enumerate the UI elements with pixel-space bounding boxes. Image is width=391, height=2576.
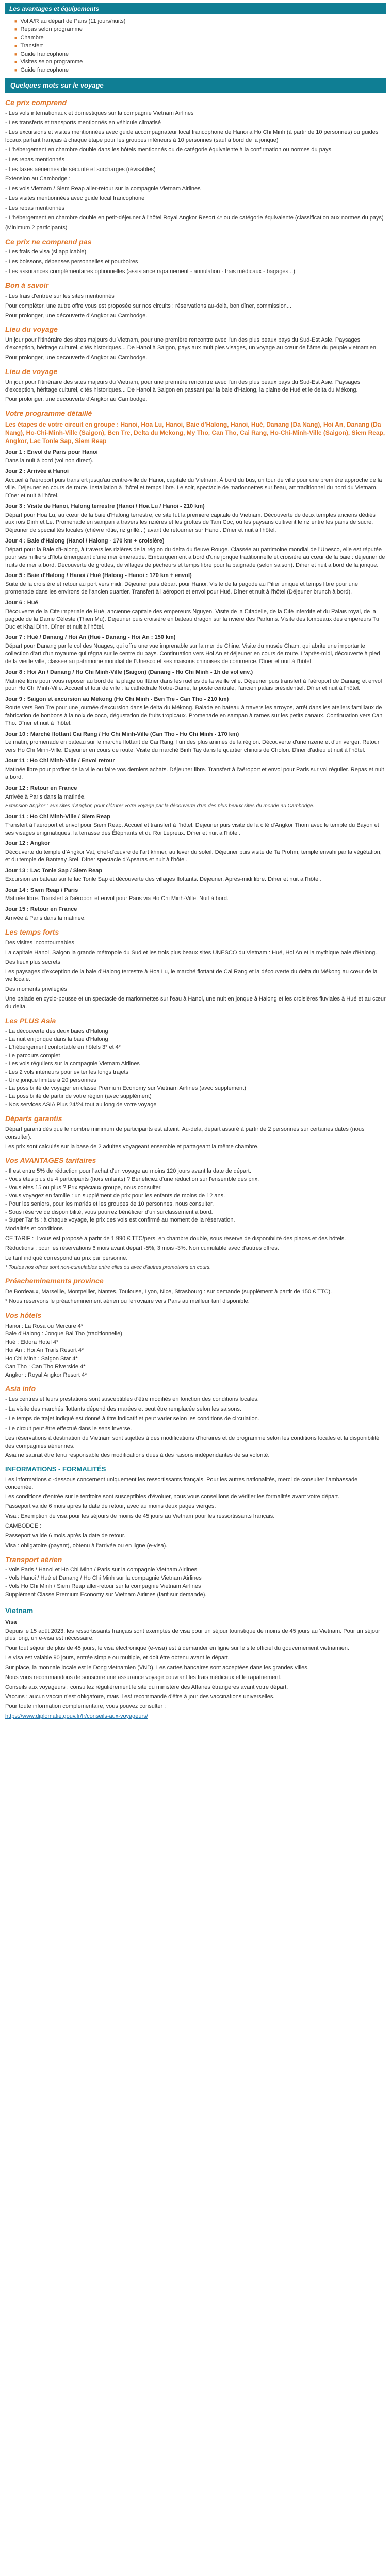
paragraph: Les réservations à destination du Vietnam sont sujettes à des modifications d'horaires et de programme selon les conditions locales et la disponibilité des compagnies aériennes. xyxy=(5,1435,380,1449)
departs xyxy=(5,1126,386,1151)
section-paragraph: (Minimum 2 participants) xyxy=(5,224,68,231)
day-text: Excursion en bateau sur le lac Tonle Sap et découverte des villages flottants. Déjeuner. Après-midi libre. Dîner et nuit à l'hôtel. xyxy=(5,876,321,883)
extension-days xyxy=(5,813,386,922)
trip-words-banner: Quelques mots sur le voyage xyxy=(5,78,386,93)
paragraph: Visa : Exemption de visa pour les séjours de moins de 45 jours au Vietnam pour les ressortissants français. xyxy=(5,1513,275,1520)
paragraph: Les conditions d'entrée sur le territoire sont susceptibles d'évoluer, nous vous conseillons de vérifier les formalités avant votre départ. xyxy=(5,1494,340,1500)
paragraph: Le visa est valable 90 jours, entrée simple ou multiple, et doit être obtenu avant le départ. xyxy=(5,1655,230,1662)
highlight-item: ■ Guide francophone xyxy=(14,50,386,58)
paragraph: Passeport valide 6 mois après la date de retour. xyxy=(5,1532,125,1539)
section-paragraph: - Les visites mentionnées avec guide local francophone xyxy=(5,195,145,202)
section-paragraph: - Les transferts et transports mentionnés en véhicule climatisé xyxy=(5,120,161,126)
section-paragraph: - Les frais de visa (si applicable) xyxy=(5,249,87,256)
day-text: Matinée libre pour profiter de la ville ou faire vos derniers achats. Déjeuner libre. Transfert à l'aéroport et envol pour Paris sur vol régulier. Repas et nuit à bord. xyxy=(5,767,384,781)
vietnam-info xyxy=(5,1628,386,1711)
modalites-note: * Toutes nos offres sont non-cumulables entre elles ou avec d'autres promotions en cours. xyxy=(5,1264,211,1270)
paragraph: Hué : Eldora Hotel 4* xyxy=(5,1339,59,1346)
paragraph: Départ garanti dès que le nombre minimum de participants est atteint. Au-delà, départ assuré à partir de 2 personnes sur certaines dates (nous consulter). xyxy=(5,1126,365,1140)
day-text: Départ pour la Baie d'Halong, à travers les rizières de la région du delta du fleuve Rouge. Classée au patrimoine mondial de l'Unesco, elle est réputée pour ses milliers d'îlots émergeant d'une mer émeraude. Embarquement à bord d'une jonque traditionnelle et croisière au cœur de la baie : déjeuner de fruits de mer à bord. Découverte de grottes, de villages de pêcheurs et temps libre pour la baignade (selon saison). Dîner et nuit à bord de la jonque. xyxy=(5,546,385,568)
transport-heading: Transport aérien xyxy=(5,1555,62,1564)
section-paragraph: Pour compléter, une autre offre vous est proposée sur nos circuits : réservations au-delà, bon dîner, commission... xyxy=(5,302,291,309)
highlights-banner: Les avantages et équipements xyxy=(5,3,386,14)
highlight-item: ■ Vol A/R au départ de Paris (11 jours/nuits) xyxy=(14,18,386,25)
asia-info xyxy=(5,1396,386,1460)
day-title: Jour 4 : Baie d'Halong (Hanoi / Halong - 170 km + croisière) xyxy=(5,538,165,545)
paragraph: Modalités et conditions xyxy=(5,1226,63,1232)
section-paragraph: - Les repas mentionnés xyxy=(5,156,64,163)
day-title: Jour 12 : Angkor xyxy=(5,840,50,847)
paragraph: CAMBODGE : xyxy=(5,1523,42,1530)
day-title: Jour 13 : Lac Tonle Sap / Siem Reap xyxy=(5,867,103,874)
section-heading: Lieu de voyage xyxy=(5,367,58,376)
hotels-heading: Vos hôtels xyxy=(5,1311,42,1319)
paragraph: - La découverte des deux baies d'Halong xyxy=(5,1028,108,1035)
modalites xyxy=(5,1225,386,1262)
section-paragraph: - Les frais d'entrée sur les sites mentionnés xyxy=(5,293,115,299)
section-paragraph: - Les taxes aériennes de sécurité et surcharges (révisables) xyxy=(5,166,156,173)
paragraph: - Le temps de trajet indiqué est donné à titre indicatif et peut varier selon les conditions de circulation. xyxy=(5,1416,259,1422)
programme-heading: Votre programme détaillé xyxy=(5,409,92,418)
paragraph: Conseils aux voyageurs : consultez régulièrement le site du ministère des Affaires étrangères avant votre départ. xyxy=(5,1684,288,1690)
transport-list xyxy=(5,1566,386,1598)
asia-info-heading: Asia info xyxy=(5,1384,36,1393)
extension-intro: Extension Angkor : aux sites d'Angkor, pour clôturer votre voyage par la découverte d'un des plus beaux sites du monde au Cambodge. xyxy=(5,803,315,809)
paragraph: Les prix sont calculés sur la base de 2 adultes voyageant ensemble et partageant la même chambre. xyxy=(5,1143,259,1150)
highlights-list xyxy=(14,18,386,74)
paragraph: - Le parcours complet xyxy=(5,1053,60,1059)
day-text: Accueil à l'aéroport puis transfert jusqu'au centre-ville de Hanoi, capitale du Vietnam. À bord du bus, un tour de ville pour une première approche de la ville. Déjeuner en cours de route. Installation à l'hôtel et temps libre. Le soir, spectacle de marionnettes sur l'eau, art traditionnel du nord du Vietnam. Dîner et nuit à l'hôtel. xyxy=(5,477,382,499)
paragraph: - Super Tarifs : à chaque voyage, le prix des vols est confirmé au moment de la réservation. xyxy=(5,1217,235,1224)
section-paragraph: Un jour pour l'itinéraire des sites majeurs du Vietnam, pour une première rencontre avec l'un des plus beaux pays du Sud-Est Asie. Paysages d'exception, héritage culturel, cités historiques... De Hanoi à Saigon en passant par la baie d'Halong, la plaine de Hué et le delta du Mékong. xyxy=(5,379,361,393)
paragraph: Hoi An : Hoi An Trails Resort 4* xyxy=(5,1347,84,1354)
paragraph: - Les centres et leurs prestations sont susceptibles d'être modifiés en fonction des conditions locales. xyxy=(5,1396,259,1403)
paragraph: - La possibilité de voyager en classe Premium Economy sur Vietnam Airlines (avec supplément) xyxy=(5,1085,246,1092)
paragraph: - Vous voyagez en famille : un supplément de prix pour les enfants de moins de 12 ans. xyxy=(5,1192,225,1199)
paragraph: Angkor : Royal Angkor Resort 4* xyxy=(5,1371,87,1378)
section-paragraph: - Les vols internationaux et domestiques sur la compagnie Vietnam Airlines xyxy=(5,110,194,116)
highlight-item: ■ Repas selon programme xyxy=(14,26,386,33)
day-text: Transfert à l'aéroport et envol pour Siem Reap. Accueil et transfert à l'hôtel. Déjeuner puis visite de la cité d'Angkor Thom avec le temple du Bayon et ses visages énigmatiques, la terrasse des Éléphants et du Roi Lépreux. Dîner et nuit à l'hôtel. xyxy=(5,822,379,836)
paragraph: Can Tho : Can Tho Riverside 4* xyxy=(5,1363,86,1370)
paragraph: - L'hébergement confortable en hôtels 3* et 4* xyxy=(5,1044,121,1051)
intro-sections xyxy=(5,98,386,404)
paragraph: Les paysages d'exception de la baie d'Halong terrestre à Hoa Lu, le marché flottant de Cai Rang et la découverte du delta du Mékong au cœur de la vie locale. xyxy=(5,969,378,983)
day-title: Jour 1 : Envol de Paris pour Hanoi xyxy=(5,449,98,455)
paragraph: Des visites incontournables xyxy=(5,939,74,946)
paragraph: CE TARIF : il vous est proposé à partir de 1 990 € TTC/pers. en chambre double, sous réserve de disponibilité des places et des hôtels. xyxy=(5,1235,346,1242)
highlight-item: ■ Guide francophone xyxy=(14,66,386,74)
paragraph: - La nuit en jonque dans la baie d'Halong xyxy=(5,1036,108,1043)
day-text: Départ pour Danang par le col des Nuages, qui offre une vue imprenable sur la mer de Chine. Visite du musée Cham, qui abrite une importante collection d'art d'un royaume qui régna sur le centre du pays. Continuation vers Hoi An et déjeuner en cours de route. L'après-midi, découverte à pied de la vieille ville, classée au patrimoine mondial de l'Unesco et ses maisons chinoises de commerce. Dîner et nuit à l'hôtel. xyxy=(5,643,380,665)
paragraph: Hanoi : La Rosa ou Mercure 4* xyxy=(5,1323,84,1329)
highlight-item: ■ Transfert xyxy=(14,42,386,50)
day-title: Jour 15 : Retour en France xyxy=(5,906,77,913)
paragraph: Une balade en cyclo-pousse et un spectacle de marionnettes sur l'eau à Hanoi, une nuit en jonque à Halong et les croisières fluviales à Hué et au cœur du delta. xyxy=(5,995,386,1010)
paragraph: Pour tout séjour de plus de 45 jours, le visa électronique (e-visa) est à demander en ligne sur le site officiel du gouvernement vietnamien. xyxy=(5,1645,349,1652)
section-paragraph: - Les boissons, dépenses personnelles et pourboires xyxy=(5,259,138,265)
formalites xyxy=(5,1476,386,1550)
section-heading: Ce prix ne comprend pas xyxy=(5,237,92,246)
section-paragraph: Pour prolonger, une découverte d'Angkor au Cambodge. xyxy=(5,312,148,319)
paragraph: * Nous réservons le préacheminement aérien ou ferroviaire vers Paris au meilleur tarif disponible. xyxy=(5,1298,250,1304)
paragraph: - Vous êtes plus de 4 participants (hors enfants) ? Bénéficiez d'une réduction sur l'ensemble des prix. xyxy=(5,1176,259,1183)
paragraph: Depuis le 15 août 2023, les ressortissants français sont exemptés de visa pour un séjour touristique de moins de 45 jours au Vietnam. Pour un séjour plus long, un e-visa est nécessaire. xyxy=(5,1628,380,1642)
paragraph: Le tarif indiqué correspond au prix par personne. xyxy=(5,1255,128,1261)
paragraph: Pour toute information complémentaire, vous pouvez consulter : xyxy=(5,1703,166,1710)
paragraph: Ho Chi Minh : Saigon Star 4* xyxy=(5,1355,78,1362)
avantages-list xyxy=(5,1167,386,1224)
plus-list xyxy=(5,1028,386,1109)
section-paragraph: Extension au Cambodge : xyxy=(5,176,71,182)
section-paragraph: Pour prolonger, une découverte d'Angkor au Cambodge. xyxy=(5,396,148,403)
section-paragraph: - Les assurances complémentaires optionnelles (assistance rapatriement - annulation - frais médicaux - bagages...) xyxy=(5,268,295,275)
paragraph: - Vols Hanoi / Hué et Danang / Ho Chi Minh sur la compagnie Vietnam Airlines xyxy=(5,1575,202,1582)
day-title: Jour 11 : Ho Chi Minh-Ville / Siem Reap xyxy=(5,813,110,820)
section-paragraph: - Les excursions et visites mentionnées avec guide accompagnateur local francophone de Hanoi à Ho Chi Minh (à partir de 10 personnes) ou guides locaux parlant français à chaque étape pour les groupes inférieurs à 10 personnes (sauf à bord de la jonque) xyxy=(5,129,379,144)
paragraph: Asia ne saurait être tenu responsable des modifications dues à des raisons indépendantes de sa volonté. xyxy=(5,1452,270,1459)
paragraph: La capitale Hanoi, Saigon la grande métropole du Sud et les trois plus beaux sites UNESCO du Vietnam : Hué, Hoi An et la mythique baie d'Halong. xyxy=(5,949,377,956)
section-paragraph: - L'hébergement en chambre double en petit-déjeuner à l'hôtel Royal Angkor Resort 4* ou de catégorie équivalente (classification aux normes du pays) xyxy=(5,214,384,221)
vietnam-visa-subheading: Visa xyxy=(5,1619,17,1625)
day-text: Suite de la croisière et retour au port vers midi. Déjeuner puis départ pour Hanoi. Visite de la pagode au Pilier unique et temps libre pour une promenade dans les environs de l'ancien quartier. Transfert à l'aéroport et envol pour Hué. Dîner et nuit à l'hôtel (Déjeuner brunch à bord). xyxy=(5,581,359,596)
temps-forts xyxy=(5,939,386,1011)
day-text: Dans la nuit à bord (vol non direct). xyxy=(5,457,94,464)
paragraph: Vaccins : aucun vaccin n'est obligatoire, mais il est recommandé d'être à jour des vaccinations universelles. xyxy=(5,1693,275,1700)
section-paragraph: - Les vols Vietnam / Siem Reap aller-retour sur la compagnie Vietnam Airlines xyxy=(5,185,201,192)
programme-route: Les étapes de votre circuit en groupe : Hanoi, Hoa Lu, Hanoi, Baie d'Halong, Hanoi, Hué, Danang (Da Nang), Hoi An, Danang (Da Nang), Ho-Chi-Minh-Ville (Saigon), Ben Tre, Delta du Mekong, My Tho, Can Tho, Cai Rang, Ho-Chi-Minh-Ville (Saigon), Siem Reap, Angkor, Lac Tonle Sap, Siem Reap xyxy=(5,421,385,445)
paragraph: Des lieux plus secrets xyxy=(5,959,60,965)
paragraph: - Sous réserve de disponibilité, vous pourrez bénéficier d'un surclassement à bord. xyxy=(5,1209,213,1215)
section-paragraph: Un jour pour l'itinéraire des sites majeurs du Vietnam, pour une première rencontre avec l'un des plus beaux pays du Sud-Est Asie. Paysages d'exception, héritage culturel, cités historiques... De Hanoi à Saigon, pays aux multiples visages, un voyage au cœur de l'âme du peuple vietnamien. xyxy=(5,337,378,351)
paragraph: Des moments privilégiés xyxy=(5,986,67,993)
paragraph: De Bordeaux, Marseille, Montpellier, Nantes, Toulouse, Lyon, Nice, Strasbourg : sur demande (supplément à partir de 150 € TTC). xyxy=(5,1288,332,1295)
day-text: Route vers Ben Tre pour une journée d'excursion dans le delta du Mékong. Balade en bateau à travers les arroyos, arrêt dans les ateliers familiaux de fabrication de bonbons à la noix de coco, dégustation de fruits tropicaux. Promenade en sampan à rames sur les petits canaux. Continuation vers Can Tho. Dîner et nuit à l'hôtel. xyxy=(5,705,383,726)
paragraph: Sur place, la monnaie locale est le Dong vietnamien (VND). Les cartes bancaires sont acceptées dans les grandes villes. xyxy=(5,1664,309,1671)
paragraph: Baie d'Halong : Jonque Bai Tho (traditionnelle) xyxy=(5,1331,122,1337)
day-text: Départ pour Hoa Lu, au cœur de la baie d'Halong terrestre, ce site fut la première capitale du Vietnam. Découverte de deux temples anciens dédiés aux rois Dinh et Le. Promenade en sampan à travers les rizières et les grottes de Tam Coc, où les paysans cultivent le riz entre les pains de sucre. Déjeuner de spécialités locales (chèvre rôtie, riz grillé...) avant de retourner sur Hanoi. Dîner et nuit à l'hôtel. xyxy=(5,512,376,534)
paragraph: - Nos services ASIA Plus 24/24 tout au long de votre voyage xyxy=(5,1101,157,1108)
day-title: Jour 9 : Saigon et excursion au Mékong (Ho Chi Minh - Ben Tre - Can Tho - 210 km) xyxy=(5,696,229,703)
day-text: Découverte de la Cité impériale de Hué, ancienne capitale des empereurs Nguyen. Visite de la Citadelle, de la Cité interdite et du Palais royal, de la pagode de la Dame Céleste (Thien Mu). Déjeuner puis croisière en bateau dragon sur la rivière des Parfums. Visite des tombeaux des empereurs Tu Duc et Khai Dinh. Dîner et nuit à l'hôtel. xyxy=(5,608,379,630)
hotels-list xyxy=(5,1323,386,1379)
highlight-item: ■ Visites selon programme xyxy=(14,58,386,66)
paragraph: Réductions : pour les réservations 6 mois avant départ -5%, 3 mois -3%. Non cumulable avec d'autres offres. xyxy=(5,1245,279,1251)
day-text: Matinée libre pour vous reposer au bord de la plage ou flâner dans les ruelles de la vieille ville. Déjeuner puis transfert à l'aéroport de Danang et envol pour Ho Chi Minh-Ville. Accueil et tour de ville : la cathédrale Notre-Dame, la poste centrale, l'ancien palais présidentiel. Dîner et nuit à l'hôtel. xyxy=(5,677,382,692)
day-title: Jour 6 : Hué xyxy=(5,599,38,606)
day-title: Jour 5 : Baie d'Halong / Hanoi / Hué (Halong - Hanoi : 170 km + envol) xyxy=(5,572,192,579)
paragraph: Supplément Classe Premium Economy sur Vietnam Airlines (tarif sur demande). xyxy=(5,1591,207,1598)
paragraph: - La possibilité de partir de votre région (avec supplément) xyxy=(5,1093,152,1100)
section-paragraph: - L'hébergement en chambre double dans les hôtels mentionnés ou de catégorie équivalente à la confirmation ou normes du pays xyxy=(5,146,331,153)
departs-heading: Départs garantis xyxy=(5,1114,62,1123)
paragraph: - Les vols réguliers sur la compagnie Vietnam Airlines xyxy=(5,1060,140,1067)
paragraph: - Vols Paris / Hanoi et Ho Chi Minh / Paris sur la compagnie Vietnam Airlines xyxy=(5,1567,198,1573)
day-title: Jour 14 : Siem Reap / Paris xyxy=(5,887,78,893)
paragraph: - Le circuit peut être effectué dans le sens inverse. xyxy=(5,1425,132,1432)
paragraph: - Pour les seniors, pour les mariés et les groupes de 10 personnes, nous consulter. xyxy=(5,1200,214,1207)
paragraph: - Vous êtes 15 ou plus ? Prix spéciaux groupe, nous consulter. xyxy=(5,1184,162,1191)
paragraph: - Une jonque limitée à 20 personnes xyxy=(5,1077,96,1083)
section-heading: Ce prix comprend xyxy=(5,98,67,107)
day-text: Matinée libre. Transfert à l'aéroport et envol pour Paris via Ho Chi Minh-Ville. Nuit à bord. xyxy=(5,895,229,902)
preach xyxy=(5,1288,386,1306)
section-heading: Lieu du voyage xyxy=(5,325,58,334)
section-paragraph: - Les repas mentionnés xyxy=(5,205,64,211)
programme-days xyxy=(5,449,386,801)
day-title: Jour 11 : Ho Chi Minh-Ville / Envol retour xyxy=(5,758,115,765)
paragraph: Les informations ci-dessous concernent uniquement les ressortissants français. Pour les autres nationalités, merci de consulter l'ambassade concernée. xyxy=(5,1476,358,1490)
day-text: Découverte du temple d'Angkor Vat, chef-d'œuvre de l'art khmer, au lever du soleil. Déjeuner puis visite de Ta Prohm, temple envahi par la végétation, et du temple de Banteay Srei. Dîner spectacle d'Apsaras et nuit à l'hôtel. xyxy=(5,849,382,863)
paragraph: - Les 2 vols intérieurs pour éviter les longs trajets xyxy=(5,1069,129,1075)
paragraph: - La visite des marchés flottants dépend des marées et peut être remplacée selon les saisons. xyxy=(5,1406,241,1413)
day-title: Jour 10 : Marché flottant Cai Rang / Ho Chi Minh-Ville (Can Tho - Ho Chi Minh - 170 km) xyxy=(5,731,239,737)
paragraph: Passeport valide 6 mois après la date de retour, avec au moins deux pages vierges. xyxy=(5,1503,216,1510)
vietnam-heading: Vietnam xyxy=(5,1606,34,1615)
section-paragraph: Pour prolonger, une découverte d'Angkor au Cambodge. xyxy=(5,354,148,361)
formalites-heading: INFORMATIONS - FORMALITÉS xyxy=(5,1465,106,1473)
day-text: Arrivée à Paris dans la matinée. xyxy=(5,793,86,800)
temps-forts-heading: Les temps forts xyxy=(5,928,59,937)
preach-heading: Préacheminements province xyxy=(5,1277,104,1285)
paragraph: Visa : obligatoire (payant), obtenu à l'arrivée ou en ligne (e-visa). xyxy=(5,1542,168,1549)
diplomatie-link[interactable]: https://www.diplomatie.gouv.fr/fr/conseils-aux-voyageurs/ xyxy=(5,1713,148,1720)
paragraph: - Il est entre 5% de réduction pour l'achat d'un voyage au moins 120 jours avant la date de départ. xyxy=(5,1168,251,1175)
paragraph: - Vols Ho Chi Minh / Siem Reap aller-retour sur la compagnie Vietnam Airlines xyxy=(5,1583,201,1590)
paragraph: Nous vous recommandons de souscrire une assurance voyage couvrant les frais médicaux et le rapatriement. xyxy=(5,1674,282,1681)
day-text: Arrivée à Paris dans la matinée. xyxy=(5,915,86,922)
plus-heading: Les PLUS Asia xyxy=(5,1016,56,1025)
day-text: Le matin, promenade en bateau sur le marché flottant de Cai Rang, l'un des plus animés de la région. Découverte d'une rizerie et d'un verger. Retour vers Ho Chi Minh-Ville. Déjeuner en cours de route. Visite du marché Binh Tay dans le quartier chinois de Cholon. Dîner d'adieu et nuit à l'hôtel. xyxy=(5,739,380,754)
section-heading: Bon à savoir xyxy=(5,281,49,290)
day-title: Jour 3 : Visite de Hanoi, Halong terrestre (Hanoi / Hoa Lu / Hanoi - 210 km) xyxy=(5,503,205,510)
day-title: Jour 7 : Hué / Danang / Hoi An (Hué - Danang - Hoi An : 150 km) xyxy=(5,634,176,641)
highlight-item: ■ Chambre xyxy=(14,34,386,42)
day-title: Jour 12 : Retour en France xyxy=(5,785,77,791)
day-title: Jour 8 : Hoi An / Danang / Ho Chi Minh-Ville (Saigon) (Danang - Ho Chi Minh - 1h de vol env.) xyxy=(5,669,253,675)
avantages-heading: Vos AVANTAGES tarifaires xyxy=(5,1156,96,1165)
day-title: Jour 2 : Arrivée à Hanoi xyxy=(5,468,69,475)
